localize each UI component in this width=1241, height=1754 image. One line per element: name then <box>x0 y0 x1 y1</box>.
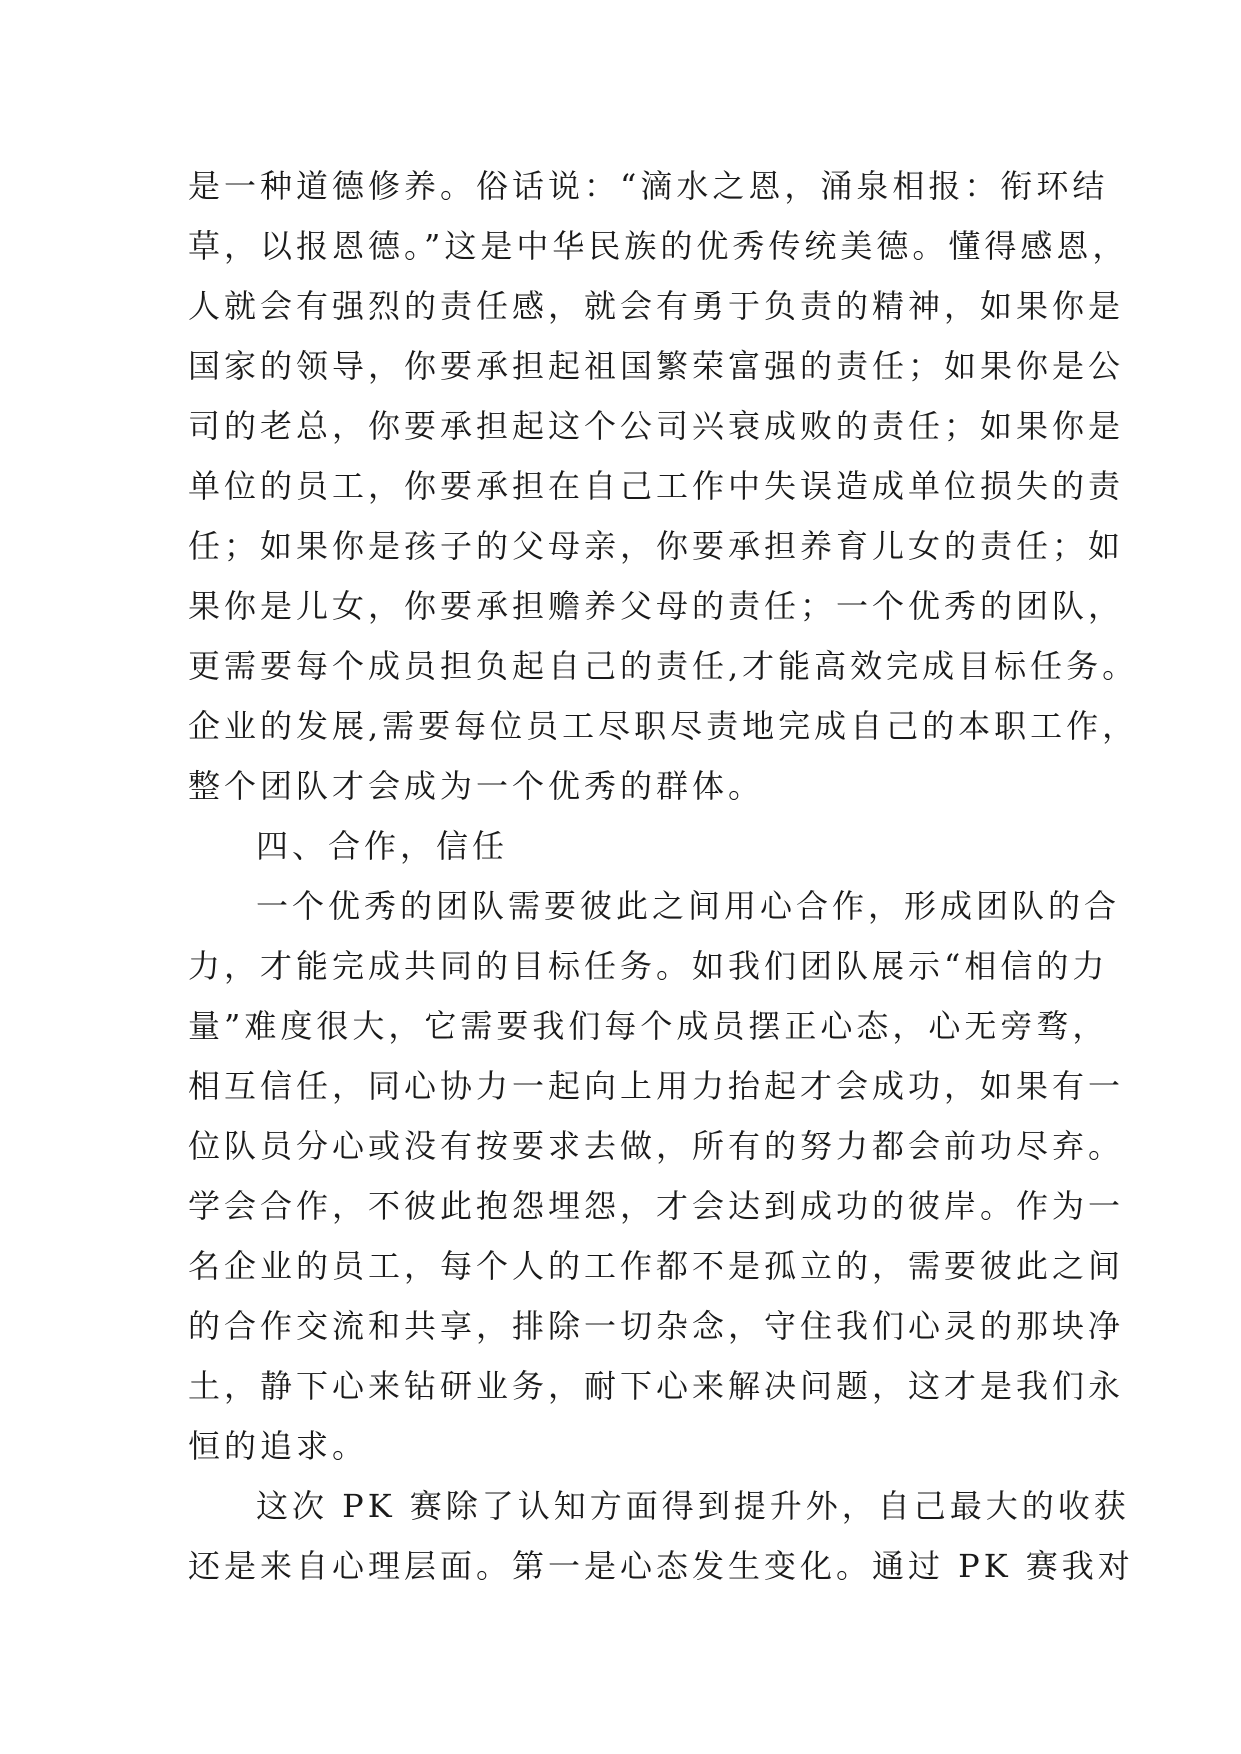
text-line: 力，才能完成共同的目标任务。如我们团队展示“相信的力 <box>188 947 1109 985</box>
text-line: 恒的追求。 <box>188 1427 369 1465</box>
text-line: 一个优秀的团队需要彼此之间用心合作，形成团队的合 <box>256 887 1121 925</box>
text-line: 还是来自心理层面。第一是心态发生变化。通过 PK 赛我对 <box>188 1547 1134 1585</box>
text-line: 位队员分心或没有按要求去做，所有的努力都会前功尽弃。 <box>188 1127 1125 1165</box>
text-line: 单位的员工，你要承担在自己工作中失误造成单位损失的责 <box>188 467 1125 505</box>
text-line: 量”难度很大，它需要我们每个成员摆正心态，心无旁骛， <box>188 1007 1109 1045</box>
text-line: 这次 PK 赛除了认知方面得到提升外，自己最大的收获 <box>256 1487 1130 1525</box>
text-line: 名企业的员工，每个人的工作都不是孤立的，需要彼此之间 <box>188 1247 1125 1285</box>
text-line: 的合作交流和共享，排除一切杂念，守住我们心灵的那块净 <box>188 1307 1125 1345</box>
text-line: 土，静下心来钻研业务，耐下心来解决问题，这才是我们永 <box>188 1367 1125 1405</box>
text-line: 学会合作，不彼此抱怨埋怨，才会达到成功的彼岸。作为一 <box>188 1187 1125 1225</box>
section-heading: 四、合作，信任 <box>256 827 509 865</box>
text-line: 任；如果你是孩子的父母亲，你要承担养育儿女的责任；如 <box>188 527 1125 565</box>
text-line: 整个团队才会成为一个优秀的群体。 <box>188 767 765 805</box>
text-line: 人就会有强烈的责任感，就会有勇于负责的精神，如果你是 <box>188 287 1125 325</box>
text-line: 司的老总，你要承担起这个公司兴衰成败的责任；如果你是 <box>188 407 1125 445</box>
text-line: 企业的发展,需要每位员工尽职尽责地完成自己的本职工作， <box>188 707 1139 745</box>
text-line: 国家的领导，你要承担起祖国繁荣富强的责任；如果你是公 <box>188 347 1125 385</box>
text-line: 草，以报恩德。”这是中华民族的优秀传统美德。懂得感恩， <box>188 227 1129 265</box>
document-body <box>188 156 1139 1596</box>
text-line: 是一种道德修养。俗话说：“滴水之恩，涌泉相报：衔环结 <box>188 167 1109 205</box>
text-line: 更需要每个成员担负起自己的责任,才能高效完成目标任务。 <box>188 647 1139 685</box>
text-line: 果你是儿女，你要承担赡养父母的责任；一个优秀的团队， <box>188 587 1125 625</box>
text-line: 相互信任，同心协力一起向上用力抬起才会成功，如果有一 <box>188 1067 1125 1105</box>
